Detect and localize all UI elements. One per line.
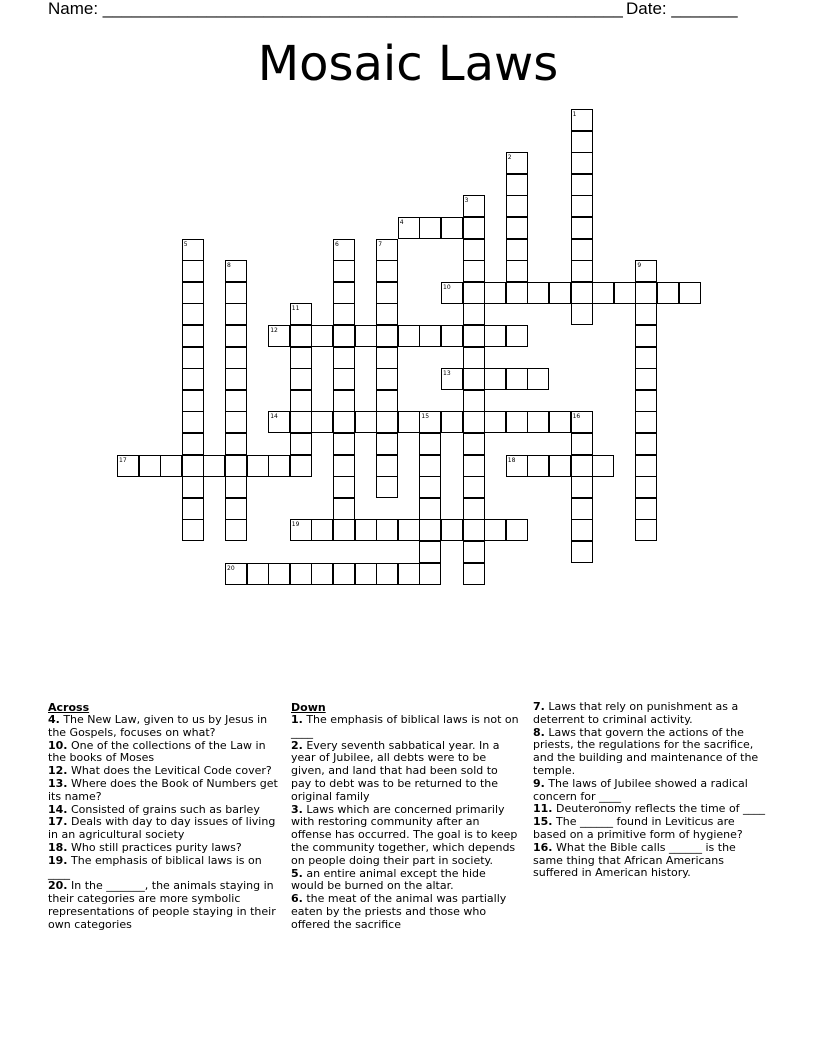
grid-cell[interactable]	[182, 390, 204, 412]
grid-cell[interactable]	[333, 260, 355, 282]
grid-cell[interactable]	[506, 325, 528, 347]
grid-cell[interactable]	[376, 563, 398, 585]
grid-cell[interactable]	[571, 195, 593, 217]
grid-cell[interactable]	[290, 368, 312, 390]
grid-cell[interactable]	[635, 282, 657, 304]
grid-cell[interactable]	[441, 325, 463, 347]
grid-cell[interactable]	[463, 239, 485, 261]
clue-number-label: 16	[572, 413, 581, 421]
clue-number-label: 14	[270, 413, 278, 421]
grid-cell[interactable]	[484, 411, 506, 433]
grid-cell[interactable]	[376, 368, 398, 390]
clue-number-label: 2	[507, 154, 512, 162]
grid-cell[interactable]	[635, 347, 657, 369]
grid-cell[interactable]	[139, 455, 161, 477]
grid-cell[interactable]	[635, 476, 657, 498]
grid-cell[interactable]	[268, 563, 290, 585]
grid-cell[interactable]	[571, 174, 593, 196]
grid-cell[interactable]	[527, 368, 549, 390]
grid-cell[interactable]	[182, 282, 204, 304]
clue-text: What the Bible calls ______ is the same thing that African Americans suffered in American history.	[533, 840, 736, 880]
grid-cell[interactable]	[419, 325, 441, 347]
grid-cell[interactable]	[225, 519, 247, 541]
clue-number: 10.	[48, 738, 68, 752]
clue-number-label: 19	[291, 521, 300, 529]
clue-number: 5.	[291, 866, 303, 880]
grid-cell[interactable]	[419, 563, 441, 585]
grid-cell[interactable]	[463, 519, 485, 541]
grid-cell[interactable]	[333, 325, 355, 347]
clue-text: Deals with day to day issues of living in an agricultural society	[48, 815, 276, 842]
grid-cell[interactable]	[333, 303, 355, 325]
clue-item	[291, 740, 519, 804]
grid-cell[interactable]	[290, 455, 312, 477]
clue-text: Where does the Book of Numbers get its name?	[48, 776, 278, 803]
clue-number: 16.	[533, 840, 553, 854]
across-heading: Across	[48, 701, 90, 714]
clue-number: 9.	[533, 776, 545, 790]
clue-number-label: 9	[637, 262, 642, 270]
clue-number: 20.	[48, 879, 68, 893]
grid-cell[interactable]	[484, 368, 506, 390]
clue-number-label: 12	[270, 327, 278, 334]
grid-cell[interactable]	[484, 519, 506, 541]
grid-cell[interactable]	[182, 476, 204, 498]
grid-cell[interactable]	[182, 325, 204, 347]
grid-cell[interactable]	[376, 411, 398, 433]
grid-cell[interactable]	[290, 390, 312, 412]
grid-cell[interactable]	[225, 325, 247, 347]
clue-item	[533, 816, 768, 842]
grid-cell[interactable]	[463, 303, 485, 325]
grid-cell[interactable]	[463, 347, 485, 369]
grid-cell[interactable]	[635, 390, 657, 412]
grid-cell[interactable]	[506, 174, 528, 196]
grid-cell[interactable]	[376, 282, 398, 304]
grid-cell[interactable]	[527, 282, 549, 304]
grid-cell[interactable]	[398, 411, 420, 433]
clue-item	[48, 880, 278, 931]
grid-cell[interactable]	[333, 519, 355, 541]
grid-cell[interactable]	[419, 455, 441, 477]
clue-item	[291, 714, 519, 740]
grid-cell[interactable]	[225, 303, 247, 325]
grid-cell[interactable]	[463, 368, 485, 390]
across-clues	[48, 701, 278, 932]
grid-cell[interactable]	[635, 325, 657, 347]
grid-cell[interactable]	[419, 433, 441, 455]
grid-cell[interactable]	[333, 433, 355, 455]
page-title: Mosaic Laws	[257, 36, 559, 92]
grid-cell[interactable]	[635, 455, 657, 477]
clue-text: What does the Levitical Code cover?	[67, 764, 272, 778]
grid-cell[interactable]	[268, 455, 290, 477]
clue-number: 19.	[48, 853, 68, 867]
grid-cell[interactable]	[635, 303, 657, 325]
grid-cell[interactable]	[182, 498, 204, 520]
clue-number-label: 13	[443, 370, 451, 378]
date-field[interactable]: Date: _______	[626, 0, 738, 18]
grid-cell[interactable]	[506, 519, 528, 541]
clue-number-label: 1	[572, 111, 577, 118]
clue-number-label: 17	[119, 456, 127, 464]
grid-cell[interactable]	[463, 541, 485, 563]
grid-cell[interactable]	[484, 282, 506, 304]
clue-item	[48, 816, 278, 842]
name-field[interactable]: Name: _______________________________________________________	[48, 0, 623, 18]
grid-cell[interactable]	[247, 455, 269, 477]
grid-cell[interactable]	[182, 411, 204, 433]
grid-cell[interactable]	[398, 563, 420, 585]
grid-cell[interactable]	[333, 563, 355, 585]
grid-cell[interactable]	[182, 260, 204, 282]
clue-item	[48, 778, 278, 804]
clue-number: 4.	[48, 713, 60, 726]
grid-cell[interactable]	[311, 411, 333, 433]
grid-cell[interactable]	[506, 282, 528, 304]
clue-number: 12.	[48, 764, 68, 778]
grid-cell[interactable]	[463, 325, 485, 347]
down-heading: Down	[291, 701, 326, 714]
grid-cell[interactable]	[225, 476, 247, 498]
grid-cell[interactable]	[571, 455, 593, 477]
grid-cell[interactable]	[333, 498, 355, 520]
grid-cell[interactable]	[290, 433, 312, 455]
clue-number-label: 20	[227, 564, 235, 572]
grid-cell[interactable]	[160, 455, 182, 477]
grid-cell[interactable]	[182, 303, 204, 325]
clue-text: The laws of Jubilee showed a radical concern for ____	[533, 776, 748, 803]
grid-cell[interactable]	[484, 325, 506, 347]
clue-text: the meat of the animal was partially eaten by the priests and those who offered the sacrifice	[291, 892, 507, 931]
grid-cell[interactable]	[571, 541, 593, 563]
clue-number-label: 3	[464, 197, 469, 205]
clue-text: Who still practices purity laws?	[67, 840, 242, 854]
grid-cell[interactable]	[592, 455, 614, 477]
clue-number: 18.	[48, 840, 68, 854]
grid-cell[interactable]	[463, 260, 485, 282]
clue-text: The emphasis of biblical laws is not on ____	[291, 713, 519, 739]
clue-item	[291, 804, 519, 868]
grid-cell[interactable]	[635, 519, 657, 541]
grid-cell[interactable]	[463, 217, 485, 239]
clue-number: 7.	[533, 700, 545, 713]
clue-text: Deuteronomy reflects the time of ____	[552, 802, 766, 816]
grid-cell[interactable]	[635, 368, 657, 390]
grid-cell[interactable]	[355, 519, 377, 541]
grid-cell[interactable]	[463, 498, 485, 520]
grid-cell[interactable]	[376, 455, 398, 477]
clue-item	[48, 714, 278, 740]
down-clues	[291, 701, 519, 932]
grid-cell[interactable]	[614, 282, 636, 304]
clue-text: In the _______, the animals staying in their categories are more symbolic representations of people staying in their own categories	[48, 879, 276, 931]
clue-item	[533, 727, 768, 778]
grid-cell[interactable]	[463, 390, 485, 412]
grid-cell[interactable]	[571, 260, 593, 282]
grid-cell[interactable]	[376, 519, 398, 541]
grid-cell[interactable]	[398, 325, 420, 347]
grid-cell[interactable]	[463, 563, 485, 585]
grid-cell[interactable]	[333, 476, 355, 498]
grid-cell[interactable]	[506, 411, 528, 433]
clue-number-label: 4	[399, 219, 404, 226]
grid-cell[interactable]	[419, 476, 441, 498]
clue-number-label: 10	[443, 283, 451, 291]
grid-cell[interactable]	[311, 563, 333, 585]
grid-cell[interactable]	[571, 217, 593, 239]
grid-cell[interactable]	[290, 325, 312, 347]
grid-cell[interactable]	[376, 433, 398, 455]
clue-number: 13.	[48, 776, 68, 790]
grid-cell[interactable]	[376, 325, 398, 347]
grid-cell[interactable]	[376, 476, 398, 498]
grid-cell[interactable]	[203, 455, 225, 477]
grid-cell[interactable]	[311, 519, 333, 541]
grid-cell[interactable]	[290, 411, 312, 433]
grid-cell[interactable]	[182, 347, 204, 369]
grid-cell[interactable]	[225, 498, 247, 520]
grid-cell[interactable]	[333, 411, 355, 433]
clue-number: 2.	[291, 738, 303, 752]
grid-cell[interactable]	[463, 476, 485, 498]
grid-cell[interactable]	[635, 498, 657, 520]
grid-cell[interactable]	[225, 411, 247, 433]
clue-text: The New Law, given to us by Jesus in the Gospels, focuses on what?	[48, 713, 268, 739]
grid-cell[interactable]	[376, 303, 398, 325]
grid-cell[interactable]	[571, 498, 593, 520]
grid-cell[interactable]	[549, 455, 571, 477]
grid-cell[interactable]	[441, 217, 463, 239]
grid-cell[interactable]	[225, 390, 247, 412]
grid-cell[interactable]	[506, 239, 528, 261]
grid-cell[interactable]	[506, 260, 528, 282]
grid-cell[interactable]	[290, 563, 312, 585]
grid-cell[interactable]	[571, 239, 593, 261]
grid-cell[interactable]	[549, 282, 571, 304]
clue-number: 8.	[533, 725, 545, 739]
clue-text: The emphasis of biblical laws is on ____	[48, 853, 262, 880]
grid-cell[interactable]	[355, 411, 377, 433]
clue-number: 1.	[291, 713, 303, 726]
grid-cell[interactable]	[225, 347, 247, 369]
clue-text: Laws which are concerned primarily with restoring community after an offense has occurred. The goal is to keep the community together, which depends on people doing their part in society.	[291, 802, 518, 867]
grid-cell[interactable]	[506, 195, 528, 217]
grid-cell[interactable]	[571, 152, 593, 174]
clue-text: The ______ found in Leviticus are based on a primitive form of hygiene?	[533, 815, 743, 841]
grid-cell[interactable]	[419, 541, 441, 563]
clue-number: 15.	[533, 815, 553, 829]
grid-cell[interactable]	[441, 519, 463, 541]
clue-item	[48, 855, 278, 881]
grid-cell[interactable]	[182, 455, 204, 477]
grid-cell[interactable]	[355, 563, 377, 585]
clue-item	[533, 778, 768, 804]
clue-item	[533, 701, 768, 727]
grid-cell[interactable]	[419, 519, 441, 541]
clue-number-label: 11	[291, 305, 300, 313]
grid-cell[interactable]	[333, 368, 355, 390]
clue-item	[533, 842, 768, 880]
grid-cell[interactable]	[441, 411, 463, 433]
clue-number: 17.	[48, 815, 68, 829]
grid-cell[interactable]	[182, 368, 204, 390]
clue-number-label: 7	[378, 240, 383, 248]
clue-text: an entire animal except the hide would be burned on the altar.	[291, 866, 486, 893]
grid-cell[interactable]	[333, 282, 355, 304]
grid-cell[interactable]	[679, 282, 701, 304]
grid-cell[interactable]	[225, 433, 247, 455]
clue-number-label: 18	[507, 456, 516, 464]
grid-cell[interactable]	[398, 519, 420, 541]
down-clues-continued	[533, 701, 768, 880]
grid-cell[interactable]	[592, 282, 614, 304]
clue-item	[291, 868, 519, 894]
clue-number: 14.	[48, 802, 68, 816]
clue-text: Every seventh sabbatical year. In a year of Jubilee, all debts were to be given, and land that had been sold to pay to debt was to be returned to the original family	[291, 738, 500, 803]
grid-cell[interactable]	[376, 260, 398, 282]
grid-cell[interactable]	[571, 282, 593, 304]
grid-cell[interactable]	[376, 347, 398, 369]
grid-cell[interactable]	[311, 325, 333, 347]
grid-cell[interactable]	[333, 455, 355, 477]
grid-cell[interactable]	[571, 519, 593, 541]
grid-cell[interactable]	[182, 519, 204, 541]
grid-cell[interactable]	[463, 411, 485, 433]
grid-cell[interactable]	[549, 411, 571, 433]
grid-cell[interactable]	[657, 282, 679, 304]
grid-cell[interactable]	[571, 131, 593, 153]
grid-cell[interactable]	[635, 411, 657, 433]
grid-cell[interactable]	[419, 217, 441, 239]
clue-number: 11.	[533, 802, 553, 816]
grid-cell[interactable]	[333, 347, 355, 369]
clue-number: 6.	[291, 892, 303, 906]
grid-cell[interactable]	[571, 303, 593, 325]
clue-number-label: 15	[421, 413, 430, 421]
clue-text: Laws that govern the actions of the priests, the regulations for the sacrifice, and the building and maintenance of the temple.	[533, 725, 759, 777]
grid-cell[interactable]	[527, 411, 549, 433]
grid-cell[interactable]	[225, 282, 247, 304]
clue-text: Laws that rely on punishment as a deterrent to criminal activity.	[533, 700, 739, 726]
grid-cell[interactable]	[463, 282, 485, 304]
grid-cell[interactable]	[571, 433, 593, 455]
clue-text: Consisted of grains such as barley	[67, 802, 260, 816]
grid-cell[interactable]	[225, 368, 247, 390]
grid-cell[interactable]	[527, 455, 549, 477]
grid-cell[interactable]	[506, 368, 528, 390]
grid-cell[interactable]	[571, 476, 593, 498]
grid-cell[interactable]	[376, 390, 398, 412]
clue-number-label: 8	[227, 262, 231, 270]
grid-cell[interactable]	[355, 325, 377, 347]
grid-cell[interactable]	[419, 498, 441, 520]
grid-cell[interactable]	[182, 433, 204, 455]
clue-number: 3.	[291, 802, 303, 816]
clue-item	[48, 740, 278, 766]
grid-cell[interactable]	[506, 217, 528, 239]
grid-cell[interactable]	[635, 433, 657, 455]
grid-cell[interactable]	[247, 563, 269, 585]
grid-cell[interactable]	[463, 455, 485, 477]
grid-cell[interactable]	[290, 347, 312, 369]
clue-item	[291, 893, 519, 931]
grid-cell[interactable]	[225, 455, 247, 477]
clue-text: One of the collections of the Law in the books of Moses	[48, 738, 266, 765]
clue-number-label: 6	[335, 240, 339, 248]
grid-cell[interactable]	[333, 390, 355, 412]
grid-cell[interactable]	[463, 433, 485, 455]
clue-number-label: 5	[183, 240, 188, 248]
